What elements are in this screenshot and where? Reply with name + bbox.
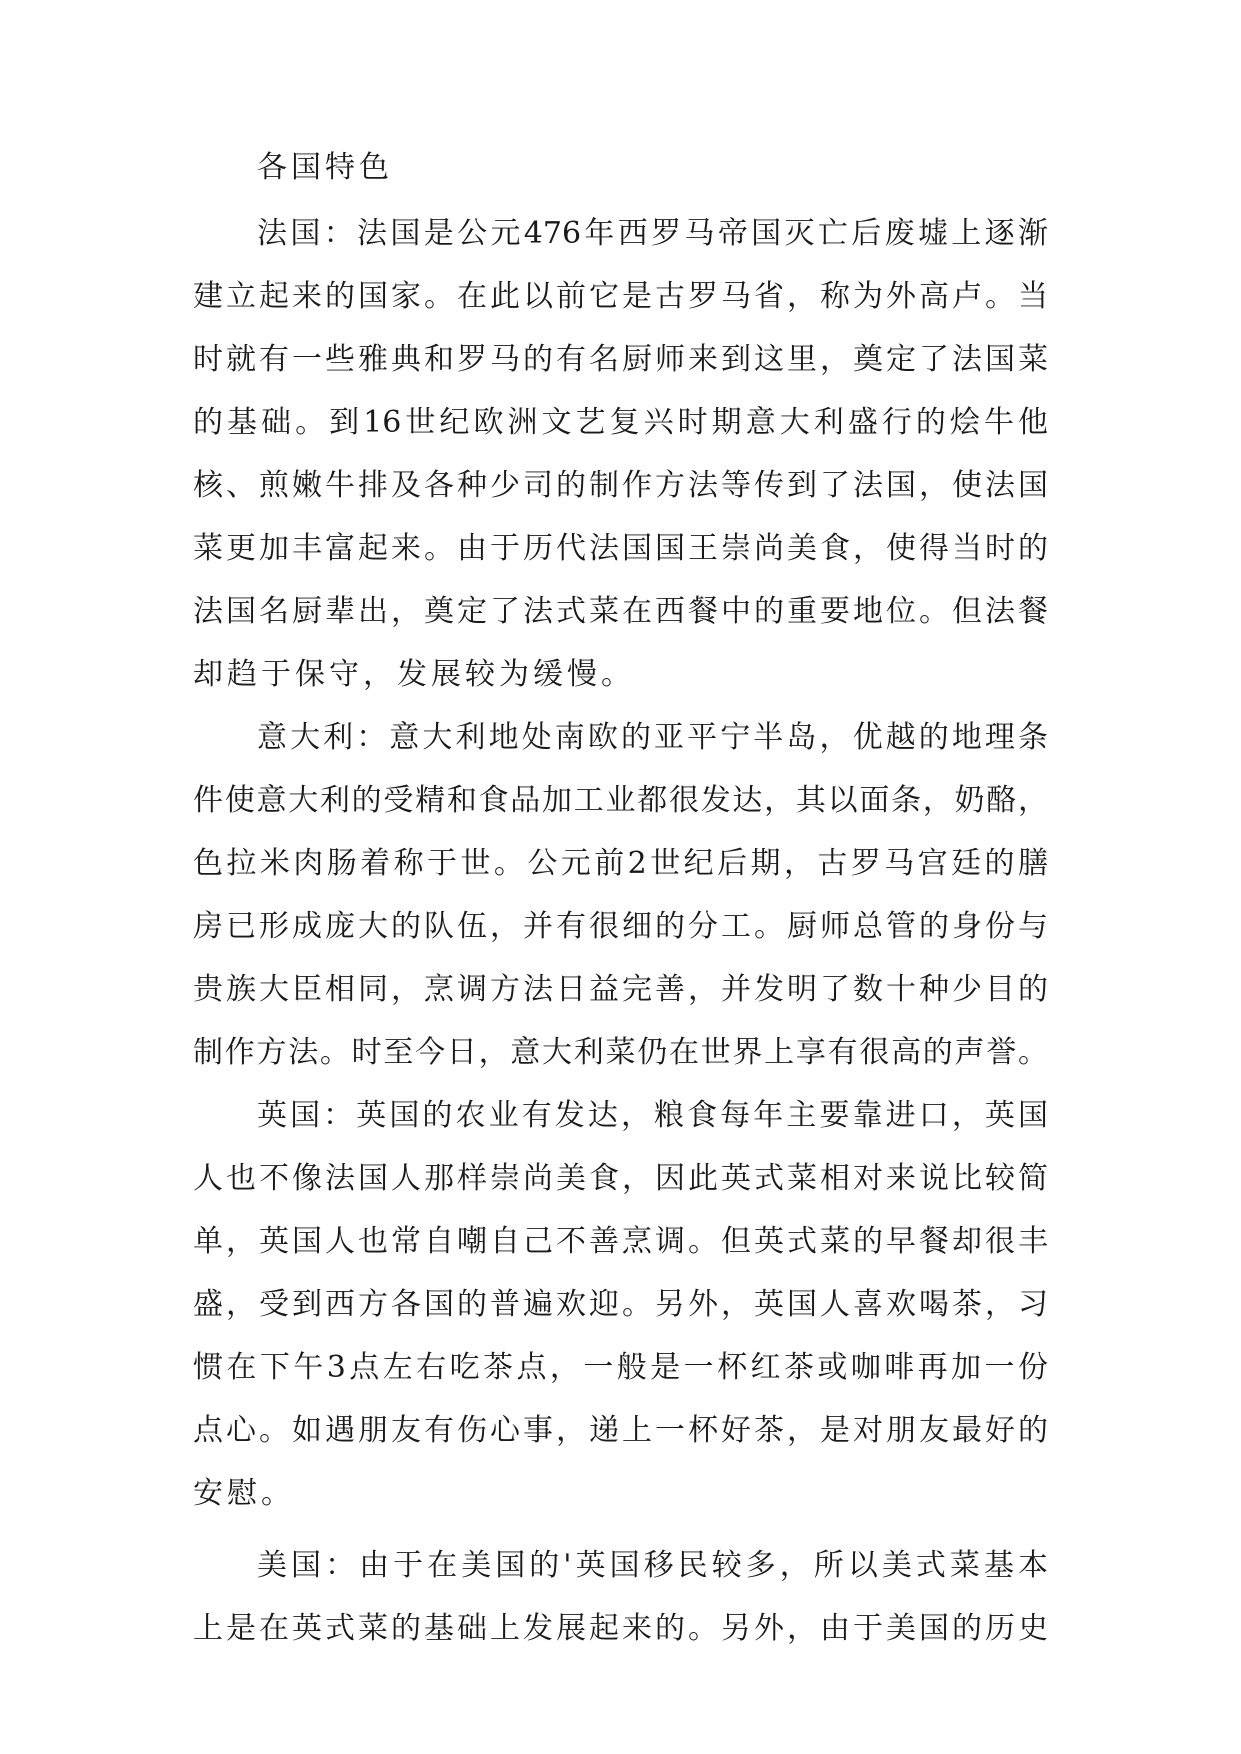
paragraph-line: 意大利：意大利地处南欧的亚平宁半岛，优越的地理条 [257, 720, 1048, 755]
paragraph-line: 盛，受到西方各国的普遍欢迎。另外，英国人喜欢喝茶，习 [193, 1287, 1048, 1322]
paragraph-line: 英国：英国的农业有发达，粮食每年主要靠进口，英国 [257, 1098, 1048, 1133]
paragraph-line: 点心。如遇朋友有伤心事，递上一杯好茶，是对朋友最好的 [193, 1413, 1048, 1448]
paragraph-line: 上是在英式菜的基础上发展起来的。另外，由于美国的历史 [193, 1611, 1048, 1646]
paragraph-line: 时就有一些雅典和罗马的有名厨师来到这里，奠定了法国菜 [193, 342, 1048, 377]
paragraph-line: 核、煎嫩牛排及各种少司的制作方法等传到了法国，使法国 [193, 468, 1048, 503]
paragraph-line: 惯在下午3点左右吃茶点，一般是一杯红茶或咖啡再加一份 [193, 1350, 1048, 1385]
paragraph-line: 却趋于保守，发展较为缓慢。 [193, 657, 635, 692]
paragraph-line: 贵族大臣相同，烹调方法日益完善，并发明了数十种少目的 [193, 972, 1048, 1007]
paragraph-line: 安慰。 [193, 1476, 295, 1511]
paragraph-line: 菜更加丰富起来。由于历代法国国王崇尚美食，使得当时的 [193, 531, 1048, 566]
paragraph-line: 法国名厨辈出，奠定了法式菜在西餐中的重要地位。但法餐 [193, 594, 1048, 629]
paragraph-line: 单，英国人也常自嘲自己不善烹调。但英式菜的早餐却很丰 [193, 1224, 1048, 1259]
paragraph-line: 法国：法国是公元476年西罗马帝国灭亡后废墟上逐渐 [257, 216, 1048, 251]
paragraph-line: 人也不像法国人那样崇尚美食，因此英式菜相对来说比较简 [193, 1161, 1048, 1196]
paragraph-line: 美国：由于在美国的'英国移民较多，所以美式菜基本 [257, 1548, 1048, 1583]
paragraph-line: 色拉米肉肠着称于世。公元前2世纪后期，古罗马宫廷的膳 [193, 846, 1048, 881]
section-heading: 各国特色 [257, 150, 393, 185]
paragraph-line: 房已形成庞大的队伍，并有很细的分工。厨师总管的身份与 [193, 909, 1048, 944]
paragraph-line: 的基础。到16世纪欧洲文艺复兴时期意大利盛行的烩牛他 [193, 405, 1048, 440]
paragraph-line: 制作方法。时至今日，意大利菜仍在世界上享有很高的声誉。 [193, 1035, 1048, 1070]
paragraph-line: 件使意大利的受精和食品加工业都很发达，其以面条，奶酪， [193, 783, 1048, 818]
paragraph-line: 建立起来的国家。在此以前它是古罗马省，称为外高卢。当 [193, 279, 1048, 314]
